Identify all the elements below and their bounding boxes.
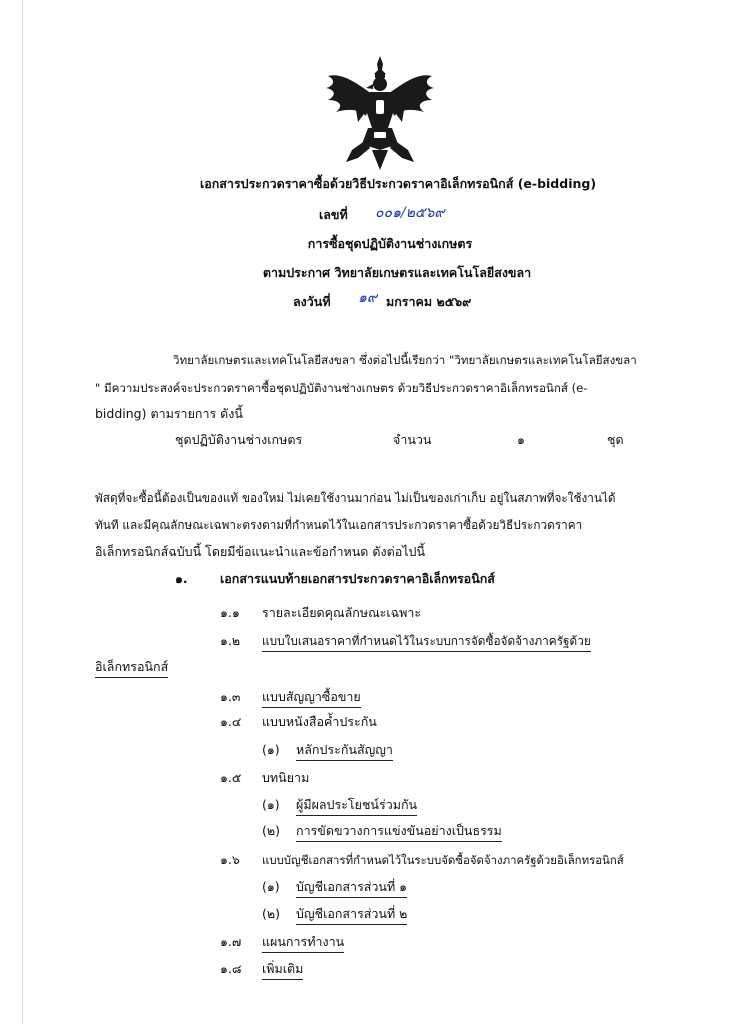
list-item-1-8: เพิ่มเติม <box>262 961 303 980</box>
list-number-1-8: ๑.๘ <box>220 961 242 976</box>
purchase-subject: การซื้อชุดปฏิบัติงานช่างเกษตร <box>307 236 473 251</box>
list-item-1-5-1: ผู้มีผลประโยชน์ร่วมกัน <box>296 797 417 816</box>
section-1-title: เอกสารแนบท้ายเอกสารประกวดราคาอิเล็กทรอนิกส์ <box>220 571 495 586</box>
date-label: ลงวันที่ <box>293 294 331 309</box>
announcement-line: ตามประกาศ วิทยาลัยเกษตรและเทคโนโลยีสงขลา <box>262 265 532 280</box>
list-number-1-1: ๑.๑ <box>220 605 240 620</box>
list-number-1-5-2: (๒) <box>262 823 280 838</box>
date-day: ๑๙ <box>358 290 378 306</box>
item-qty: ๑ <box>517 432 525 447</box>
condition-line-1: พัสดุที่จะซื้อนี้ต้องเป็นของแท้ ของใหม่ ไม่เคยใช้งานมาก่อน ไม่เป็นของเก่าเก็บ อยู่ในสภาพที่จะใช้งานได้ <box>95 491 616 505</box>
date-month-year: มกราคม ๒๕๖๙ <box>386 294 472 309</box>
list-number-1-6: ๑.๖ <box>220 852 240 867</box>
list-item-1-4-1: หลักประกันสัญญา <box>296 742 393 761</box>
item-unit: ชุด <box>607 432 624 447</box>
garuda-emblem-icon <box>322 54 438 172</box>
list-number-1-3: ๑.๓ <box>220 689 241 704</box>
list-item-1-2-continued: อิเล็กทรอนิกส์ <box>95 659 168 678</box>
condition-line-3: อิเล็กทรอนิกส์ฉบับนี้ โดยมีข้อแนะนำและข้อกำหนด ดังต่อไปนี้ <box>95 544 425 559</box>
list-number-1-4-1: (๑) <box>262 742 280 757</box>
document-title: เอกสารประกวดราคาซื้อด้วยวิธีประกวดราคาอิเล็กทรอนิกส์ (e-bidding) <box>199 176 597 191</box>
list-number-1-2: ๑.๒ <box>220 633 241 648</box>
list-number-1-5: ๑.๕ <box>220 770 242 785</box>
scan-margin-line <box>22 0 23 1024</box>
list-number-1-5-1: (๑) <box>262 797 280 812</box>
list-number-1-7: ๑.๗ <box>220 934 242 949</box>
list-item-1-7: แผนการทำงาน <box>262 934 344 953</box>
intro-line-1: วิทยาลัยเกษตรและเทคโนโลยีสงขลา ซึ่งต่อไปนี้เรียกว่า "วิทยาลัยเกษตรและเทคโนโลยีสงขลา <box>173 353 637 367</box>
list-item-1-6: แบบบัญชีเอกสารที่กำหนดไว้ในระบบจัดซื้อจัดจ้างภาครัฐด้วยอิเล็กทรอนิกส์ <box>262 853 624 867</box>
list-item-1-6-1: บัญชีเอกสารส่วนที่ ๑ <box>296 879 407 898</box>
list-number-1-4: ๑.๔ <box>220 714 242 729</box>
document-number-value: ๐๐๑/๒๕๖๙ <box>375 205 445 221</box>
list-item-1-4: แบบหนังสือค้ำประกัน <box>262 714 377 729</box>
list-number-1-6-1: (๑) <box>262 879 280 894</box>
list-item-1-5: บทนิยาม <box>262 770 310 785</box>
list-item-1-5-2: การขัดขวางการแข่งขันอย่างเป็นธรรม <box>296 823 502 842</box>
item-name: ชุดปฏิบัติงานช่างเกษตร <box>175 432 303 447</box>
list-item-1-3: แบบสัญญาซื้อขาย <box>262 689 361 708</box>
list-number-1-6-2: (๒) <box>262 906 280 921</box>
condition-line-2: ทันที และมีคุณลักษณะเฉพาะตรงตามที่กำหนดไว้ในเอกสารประกวดราคาซื้อด้วยวิธีประกวดราคา <box>95 518 583 532</box>
intro-line-2: " มีความประสงค์จะประกวดราคาซื้อชุดปฏิบัติงานช่างเกษตร ด้วยวิธีประกวดราคาอิเล็กทรอนิกส์ (e- <box>95 381 588 395</box>
section-1-number: ๑. <box>175 571 188 586</box>
intro-line-3: bidding) ตามรายการ ดังนี้ <box>95 406 243 421</box>
item-qty-label: จำนวน <box>393 432 432 447</box>
list-item-1-6-2: บัญชีเอกสารส่วนที่ ๒ <box>296 906 407 925</box>
list-item-1-2: แบบใบเสนอราคาที่กำหนดไว้ในระบบการจัดซื้อจัดจ้างภาครัฐด้วย <box>262 633 591 652</box>
document-number-label: เลขที่ <box>319 207 348 222</box>
list-item-1-1: รายละเอียดคุณลักษณะเฉพาะ <box>262 605 422 620</box>
